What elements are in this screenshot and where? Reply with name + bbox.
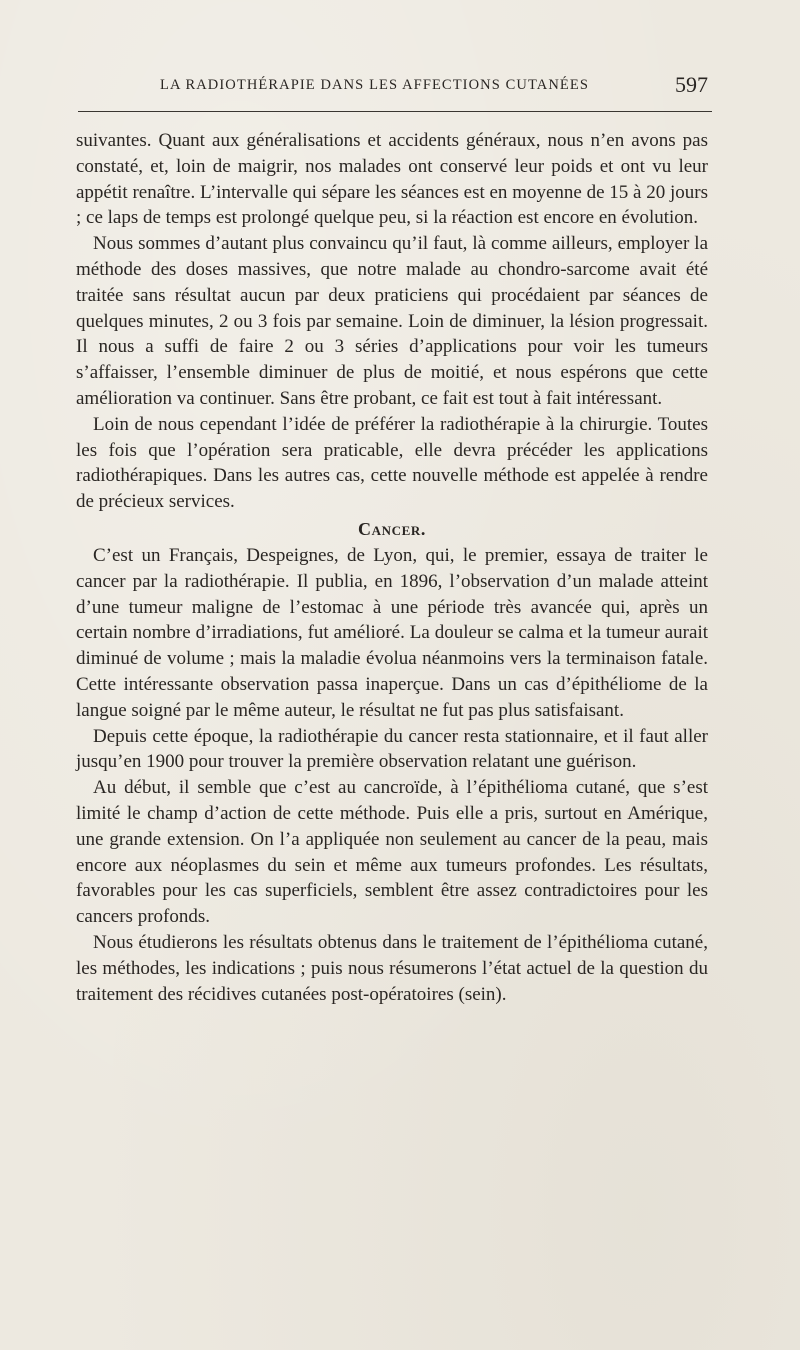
page-number: 597 bbox=[675, 72, 708, 97]
paragraph: suivantes. Quant aux généralisations et accidents généraux, nous n’en avons pas constaté, et, loin de maigrir, nos malades ont conservé leur poids et ont vu leur appétit renaître. L’intervalle qui sépare les séances est en moyenne de 15 à 20 jours ; ce laps de temps est prolongé quelque peu, si la réaction est encore en évolution. bbox=[76, 130, 708, 229]
section-heading: Cancer. bbox=[358, 518, 426, 539]
paragraph: Loin de nous cependant l’idée de préférer la radiothérapie à la chirurgie. Toutes les fois que l’opération sera praticable, elle devra précéder les applications radiothérapiques. Dans les autres cas, cette nouvelle méthode est appelée à rendre de précieux services. bbox=[76, 413, 708, 513]
running-header bbox=[78, 74, 710, 100]
paragraph: Nous sommes d’autant plus convaincu qu’il faut, là comme ailleurs, employer la méthode des doses massives, que notre malade au chondro-sarcome avait été traitée sans résultat aucun par deux praticiens qui procédaient par séances de quelques minutes, 2 ou 3 fois par semaine. Loin de diminuer, la lésion progressait. Il nous a suffi de faire 2 ou 3 séries d’applications pour voir les tumeurs s’affaisser, l’ensemble diminuer de plus de moitié, et nous espérons que cette amélioration va continuer. Sans être probant, ce fait est tout à fait intéressant. bbox=[76, 233, 708, 409]
paragraph: Au début, il semble que c’est au cancroïde, à l’épithélioma cutané, que s’est limité le champ d’action de cette méthode. Puis elle a pris, surtout en Amérique, une grande extension. On l’a appliquée non seulement au cancer de la peau, mais encore aux néoplasmes du sein et même aux tumeurs profondes. Les résultats, favorables pour les cas superficiels, semblent être assez contradictoires pour les cancers profonds. bbox=[76, 777, 708, 928]
header-rule bbox=[78, 111, 712, 112]
body-text bbox=[76, 128, 708, 1007]
paragraph: C’est un Français, Despeignes, de Lyon, qui, le premier, essaya de traiter le cancer par la radiothérapie. Il publia, en 1896, l’observation d’un malade atteint d’une tumeur maligne de l’estomac à une période très avancée qui, après un certain nombre d’irradiations, fut amélioré. La douleur se calma et la tumeur aurait diminué de volume ; mais la maladie évolua néanmoins vers la terminaison fatale. Cette intéressante observation passa inaperçue. Dans un cas d’épithéliome de la langue soigné par le même auteur, le résultat ne fut pas plus satisfaisant. bbox=[76, 544, 708, 721]
running-title: LA RADIOTHÉRAPIE DANS LES AFFECTIONS CUTANÉES bbox=[160, 77, 589, 93]
paragraph: Nous étudierons les résultats obtenus dans le traitement de l’épithélioma cutané, les méthodes, les indications ; puis nous résumerons l’état actuel de la question du traitement des récidives cutanées post-opératoires (sein). bbox=[76, 931, 708, 1005]
paragraph: Depuis cette époque, la radiothérapie du cancer resta stationnaire, et il faut aller jusqu’en 1900 pour trouver la première observation relatant une guérison. bbox=[76, 725, 708, 773]
